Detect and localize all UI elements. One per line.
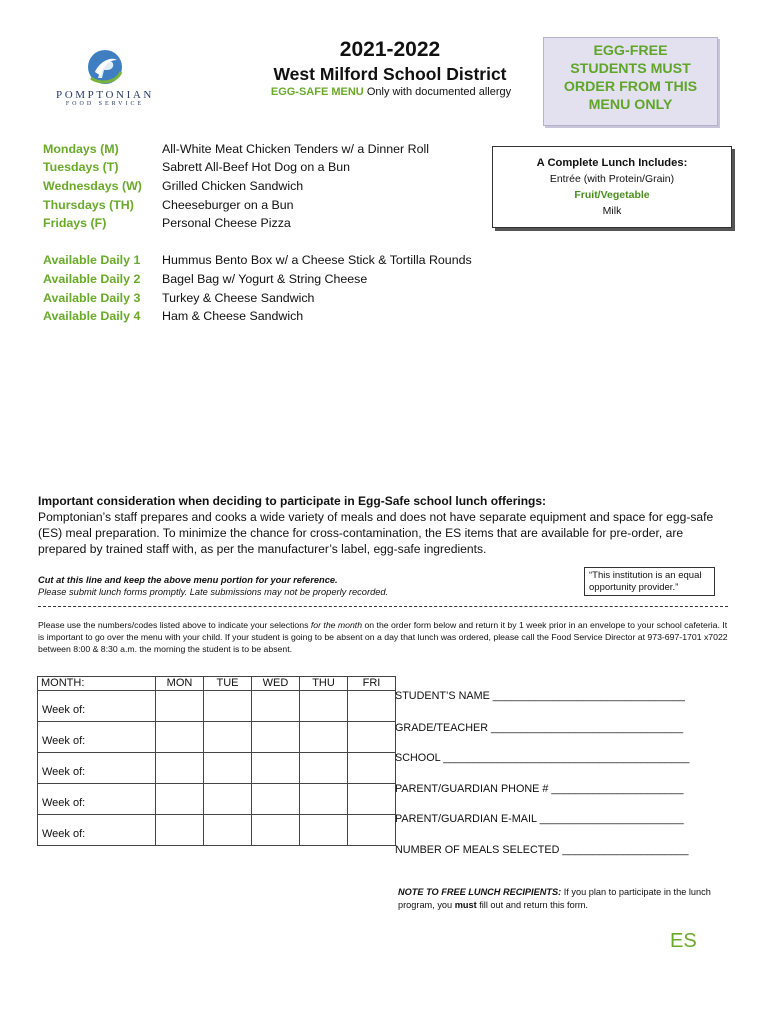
instructions-text: on the order form below and return it by 1 week prior in an envelope to your school cafeteria. It is important to go over the menu with your child. If your student is going to be absent on a day that lunch was ordered, please call the Food Service Director at 973-697-1701 x7022 between 8:00 & 8:30 a.m. the morning the student is to be absent. [38,620,728,654]
egg-free-line: ORDER FROM THIS [563,79,698,95]
column-mon: MON [156,677,204,691]
order-cell[interactable] [348,784,396,815]
week-of-label[interactable]: Week of: [38,815,156,846]
instructions-emphasis: for the month [310,620,363,630]
instructions-text: Please use the numbers/codes listed above to indicate your selections [38,620,311,630]
order-cell[interactable] [204,784,252,815]
daily-label-3: Available Daily 3 [43,291,141,305]
daily-label-1: Available Daily 1 [43,253,141,267]
column-fri: FRI [348,677,396,691]
order-cell[interactable] [252,815,300,846]
week-of-label[interactable]: Week of: [38,784,156,815]
grade-teacher-field[interactable]: GRADE/TEACHER ________________________________ [395,722,684,734]
egg-safe-subtitle [236,86,546,98]
column-thu: THU [300,677,348,691]
order-cell[interactable] [348,691,396,722]
column-wed: WED [252,677,300,691]
order-cell[interactable] [252,784,300,815]
order-instructions [38,619,728,655]
menu-item-monday: All-White Meat Chicken Tenders w/ a Dinner Roll [162,142,429,156]
number-of-meals-field[interactable]: NUMBER OF MEALS SELECTED _____________________ [395,844,689,856]
student-name-field[interactable]: STUDENT’S NAME ________________________________ [395,690,685,702]
order-cell[interactable] [156,815,204,846]
submit-reminder: Please submit lunch forms promptly. Late submissions may not be properly recorded. [38,587,389,597]
order-cell[interactable] [300,722,348,753]
logo-name: POMPTONIAN [56,89,154,101]
order-cell[interactable] [252,753,300,784]
daily-label-2: Available Daily 2 [43,272,141,286]
free-lunch-note [398,886,728,911]
district-title: West Milford School District [273,64,507,84]
order-cell[interactable] [156,784,204,815]
daily-item-2: Bagel Bag w/ Yogurt & String Cheese [162,272,368,286]
order-cell[interactable] [156,722,204,753]
school-field[interactable]: SCHOOL _________________________________________ [395,752,690,764]
egg-free-notice [543,37,718,126]
egg-safe-note: Only with documented allergy [366,86,512,98]
day-label-thursday: Thursdays (TH) [43,198,134,212]
order-cell[interactable] [348,815,396,846]
es-mark: ES [670,930,697,952]
order-cell[interactable] [156,753,204,784]
lunch-milk: Milk [602,205,622,217]
day-label-monday: Mondays (M) [43,142,119,156]
daily-item-1: Hummus Bento Box w/ a Cheese Stick & Tortilla Rounds [162,253,472,267]
day-label-friday: Fridays (F) [43,216,107,230]
column-tue: TUE [204,677,252,691]
order-cell[interactable] [204,691,252,722]
cut-instruction: Cut at this line and keep the above menu portion for your reference. [38,575,338,585]
order-cell[interactable] [348,722,396,753]
cut-line-divider [38,606,728,607]
pomptonian-logo-icon [85,48,125,86]
pomptonian-logo [48,48,162,116]
equal-opportunity-box: “This institution is an equal opportunity provider.” [584,567,715,596]
order-cell[interactable] [300,691,348,722]
note-label: NOTE TO FREE LUNCH RECIPIENTS: [398,887,562,897]
order-cell[interactable] [252,722,300,753]
important-body: Pomptonian’s staff prepares and cooks a wide variety of meals and does not have separate equipment and space for egg-safe (ES) meal preparation. To minimize the chance for cross-contamination, the ES items that are available for pre-order, are prepared by trained staff with, as per the manufacturer’s label, egg-safe ingredients. [38,510,714,556]
order-cell[interactable] [204,815,252,846]
day-label-tuesday: Tuesdays (T) [43,160,119,174]
egg-safe-label: EGG-SAFE MENU [270,86,364,98]
order-cell[interactable] [348,753,396,784]
menu-item-wednesday: Grilled Chicken Sandwich [162,179,304,193]
daily-item-3: Turkey & Cheese Sandwich [162,291,315,305]
menu-item-tuesday: Sabrett All-Beef Hot Dog on a Bun [162,160,351,174]
order-cell[interactable] [204,753,252,784]
lunch-entree: Entrée (with Protein/Grain) [549,173,675,185]
note-emphasis: must [454,899,477,910]
week-of-label[interactable]: Week of: [38,753,156,784]
daily-label-4: Available Daily 4 [43,309,141,323]
day-label-wednesday: Wednesdays (W) [43,179,142,193]
menu-item-friday: Personal Cheese Pizza [162,216,291,230]
egg-free-line: EGG-FREE [593,43,668,59]
important-title: Important consideration when deciding to participate in Egg-Safe school lunch offerings: [38,494,547,508]
logo-subtitle: FOOD SERVICE [65,101,145,107]
egg-free-line: MENU ONLY [588,97,673,113]
week-of-label[interactable]: Week of: [38,691,156,722]
daily-item-4: Ham & Cheese Sandwich [162,309,304,323]
complete-lunch-box [492,146,732,228]
note-text: fill out and return this form. [476,899,588,910]
egg-free-text [544,38,717,114]
week-of-label[interactable]: Week of: [38,722,156,753]
parent-email-field[interactable]: PARENT/GUARDIAN E-MAIL ________________________ [395,813,684,825]
order-cell[interactable] [204,722,252,753]
egg-free-line: STUDENTS MUST [570,61,691,77]
order-cell[interactable] [300,815,348,846]
order-cell[interactable] [300,784,348,815]
order-cell[interactable] [300,753,348,784]
lunch-fruit: Fruit/Vegetable [574,189,650,201]
order-cell[interactable] [156,691,204,722]
parent-phone-field[interactable]: PARENT/GUARDIAN PHONE # ______________________ [395,783,684,795]
note-text: If you plan to participate in the lunch program, you [398,887,711,910]
school-year: 2021-2022 [339,38,441,61]
menu-item-thursday: Cheeseburger on a Bun [162,198,294,212]
order-cell[interactable] [252,691,300,722]
month-label[interactable]: MONTH: [38,677,156,691]
complete-lunch-title: A Complete Lunch Includes: [536,157,688,169]
order-form-table [37,676,396,846]
